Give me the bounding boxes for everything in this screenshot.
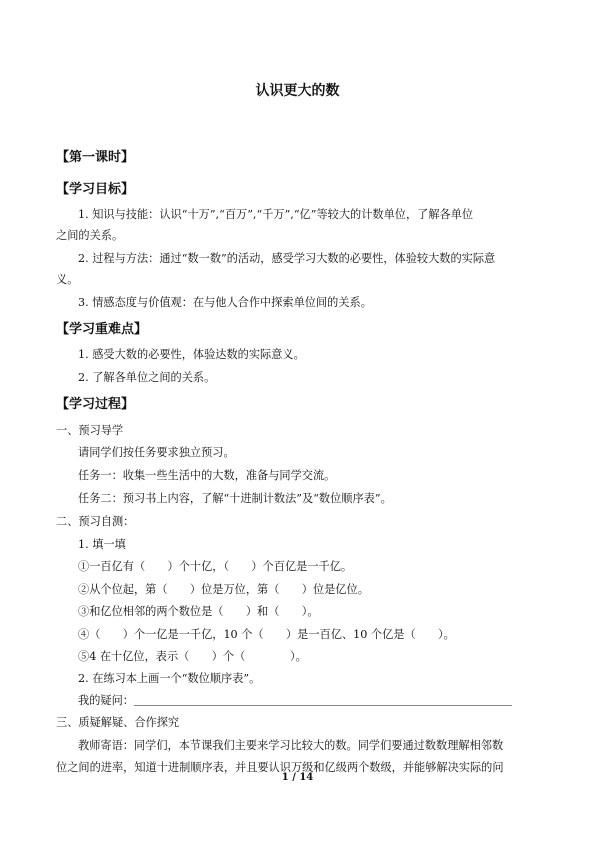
goal-line-1-cont: 之间的关系。	[56, 229, 124, 242]
question-label: 我的疑问：	[78, 694, 134, 707]
fill-item-2: ②从个位起，第（ ）位是万位，第（ ）位是亿位。	[78, 583, 369, 596]
goal-line-2: 2. 过程与方法：通过“数一数”的活动，感受学习大数的必要性，体验较大数的实际意	[78, 252, 496, 265]
goal-line-1: 1. 知识与技能：认识“十万”,“百万”,“千万”,“亿”等较大的计数单位，了解各单位	[78, 208, 474, 221]
section3-para-line-1: 教师寄语：同学们，本节课我们主要来学习比较大的数。同学们要通过数数理解相邻数	[78, 739, 504, 752]
key-points-heading: 【学习重难点】	[56, 322, 148, 337]
section1-line-1: 请同学们按任务要求独立预习。	[78, 446, 235, 459]
section2-sub2: 2. 在练习本上画一个“数位顺序表”。	[78, 672, 261, 685]
question-answer-blank	[134, 693, 512, 706]
section3-para-line-2: 位之间的进率，知道十进制顺序表，并且要认识万级和亿级两个数级，并能够解决实际的问	[56, 761, 504, 774]
section1-task-1: 任务一：收集一些生活中的大数，准备与同学交流。	[78, 469, 336, 482]
goals-heading: 【学习目标】	[56, 182, 135, 197]
section1-title: 一、预习导学	[56, 424, 124, 437]
question-line	[56, 690, 540, 711]
fill-item-3: ③和亿位相邻的两个数位是（ ）和（ ）。	[78, 605, 319, 618]
section1-task-2: 任务二：预习书上内容，了解“十进制计数法”及“数位顺序表”。	[78, 492, 392, 505]
fill-item-5: ⑤4 在十亿位，表示（ ）个（ ）。	[78, 650, 307, 663]
process-heading: 【学习过程】	[56, 397, 135, 412]
section3-title: 三、质疑解疑、合作探究	[56, 716, 180, 729]
lesson-heading: 【第一课时】	[56, 150, 135, 165]
fill-item-4: ④（ ）个一亿是一千亿，10 个（ ）是一百亿、10 个亿是（ ）。	[78, 628, 455, 641]
fill-item-1: ①一百亿有（ ）个十亿，（ ）个百亿是一千亿。	[78, 560, 353, 573]
goal-line-3: 3. 情感态度与价值观：在与他人合作中探索单位间的关系。	[78, 296, 372, 309]
goal-line-2-cont: 义。	[56, 273, 79, 286]
key-point-1: 1. 感受大数的必要性，体验达数的实际意义。	[78, 348, 305, 361]
page-number: 1 / 14	[281, 772, 314, 783]
key-point-2: 2. 了解各单位之间的关系。	[78, 371, 216, 384]
section2-sub1: 1. 填一填	[78, 538, 126, 551]
section2-title: 二、预习自测：	[56, 515, 135, 528]
document-title: 认识更大的数	[255, 83, 340, 99]
